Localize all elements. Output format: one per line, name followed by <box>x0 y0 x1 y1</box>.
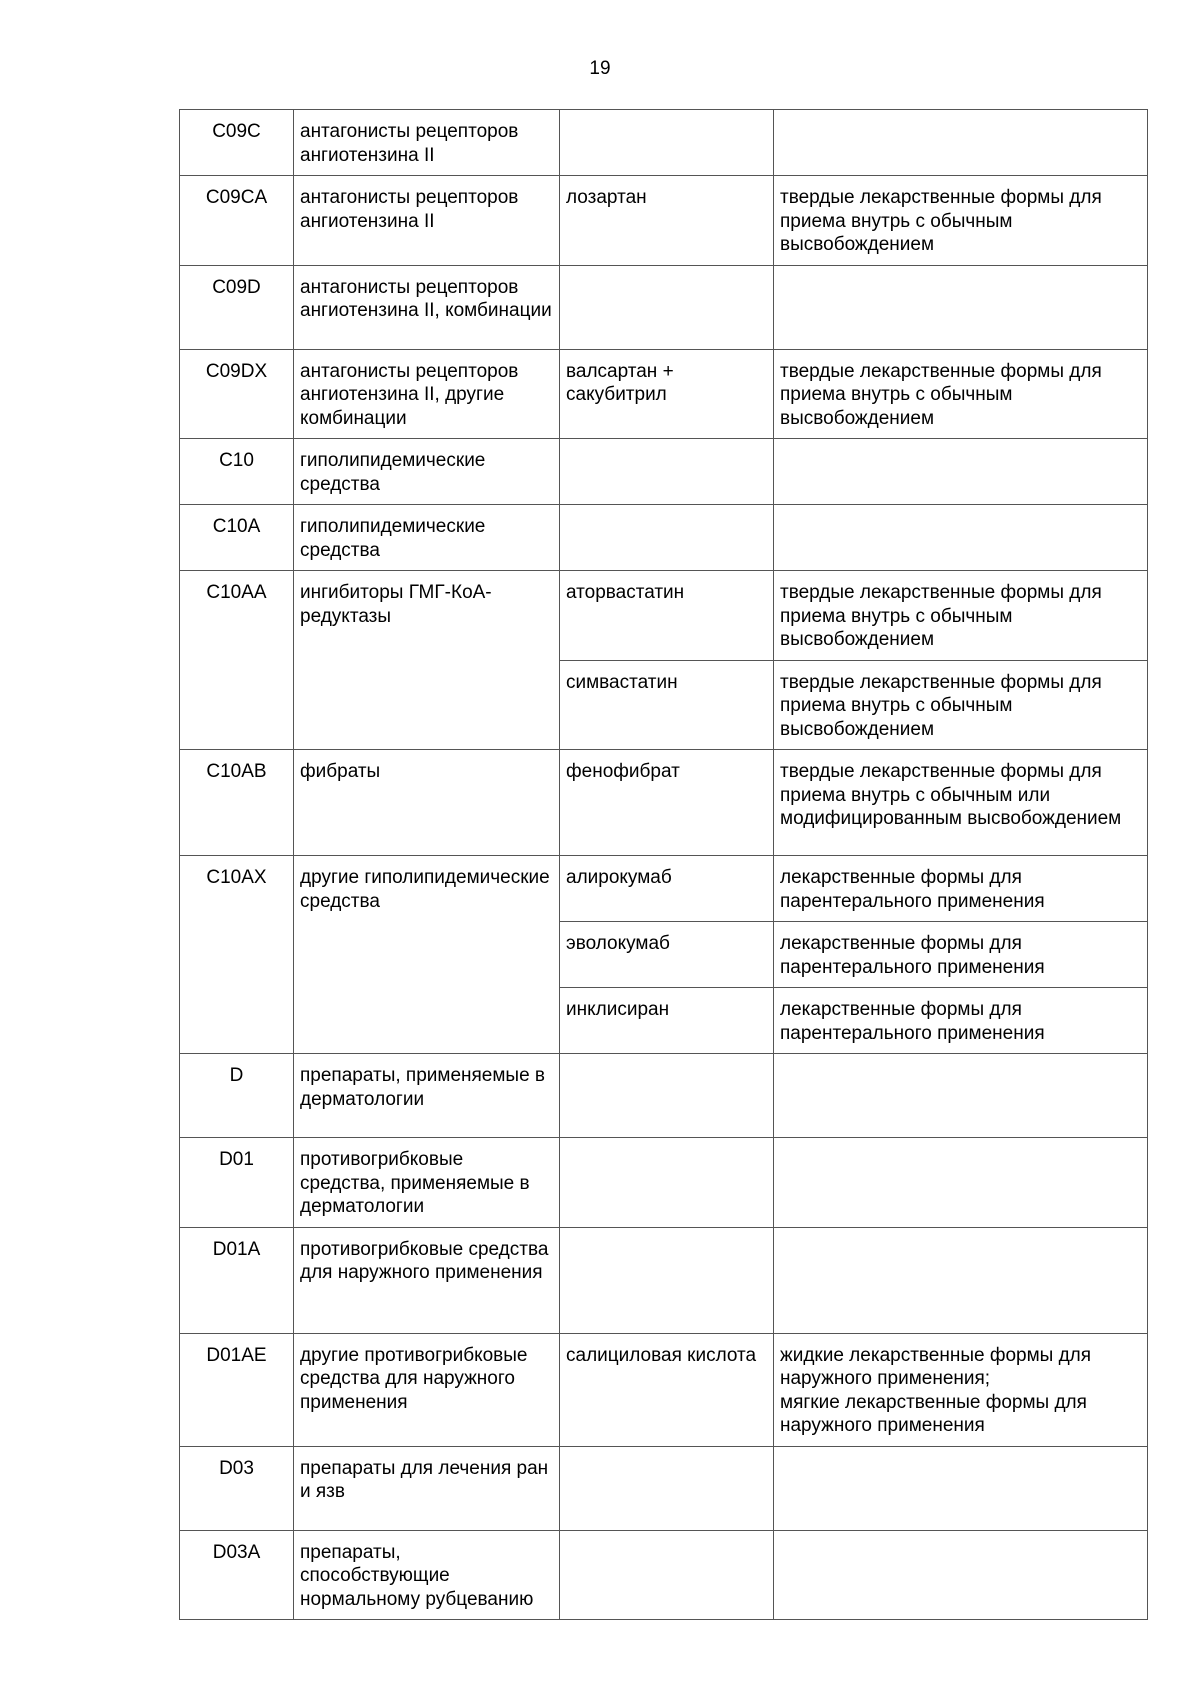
dosage-form-cell: твердые лекарственные формы для приема внутрь с обычным высвобождением <box>774 349 1148 439</box>
drug-name-cell: эволокумаб <box>560 922 774 988</box>
anatomical-group-cell: гиполипидемические средства <box>294 439 560 505</box>
anatomical-group-cell: гиполипидемические средства <box>294 505 560 571</box>
drug-name-cell <box>560 1446 774 1530</box>
table-row <box>180 439 1148 505</box>
drug-name-cell <box>560 1227 774 1333</box>
atc-table <box>179 109 1148 1620</box>
dosage-form-cell: твердые лекарственные формы для приема внутрь с обычным высвобождением <box>774 571 1148 661</box>
drug-name-cell: инклисиран <box>560 988 774 1054</box>
table-row <box>180 176 1148 266</box>
drug-name-cell: аторвастатин <box>560 571 774 661</box>
atc-code-cell: D03 <box>180 1446 294 1530</box>
anatomical-group-cell: препараты, способствующие нормальному рубцеванию <box>294 1530 560 1620</box>
atc-table-body <box>180 110 1148 1620</box>
atc-code-cell: C09C <box>180 110 294 176</box>
drug-name-cell: фенофибрат <box>560 750 774 856</box>
dosage-form-cell <box>774 110 1148 176</box>
table-row <box>180 110 1148 176</box>
drug-name-cell <box>560 265 774 349</box>
table-row <box>180 750 1148 856</box>
atc-code-cell: C09D <box>180 265 294 349</box>
anatomical-group-cell: ингибиторы ГМГ-КоА-редуктазы <box>294 571 560 750</box>
table-row <box>180 1054 1148 1138</box>
atc-code-cell: C09DX <box>180 349 294 439</box>
dosage-form-cell <box>774 1138 1148 1228</box>
anatomical-group-cell: препараты, применяемые в дерматологии <box>294 1054 560 1138</box>
anatomical-group-cell: фибраты <box>294 750 560 856</box>
dosage-form-cell <box>774 1446 1148 1530</box>
dosage-form-cell: лекарственные формы для парентерального применения <box>774 922 1148 988</box>
table-row <box>180 1138 1148 1228</box>
table-row <box>180 1227 1148 1333</box>
atc-code-cell: C10AX <box>180 856 294 1054</box>
table-row <box>180 505 1148 571</box>
table-row <box>180 349 1148 439</box>
dosage-form-cell <box>774 265 1148 349</box>
dosage-form-cell: жидкие лекарственные формы для наружного применения; мягкие лекарственные формы для наружного применения <box>774 1333 1148 1446</box>
dosage-form-cell <box>774 505 1148 571</box>
drug-name-cell: алирокумаб <box>560 856 774 922</box>
dosage-form-cell: твердые лекарственные формы для приема внутрь с обычным или модифицированным высвобождением <box>774 750 1148 856</box>
atc-code-cell: D01 <box>180 1138 294 1228</box>
drug-name-cell: валсартан + сакубитрил <box>560 349 774 439</box>
dosage-form-cell <box>774 439 1148 505</box>
drug-name-cell <box>560 1138 774 1228</box>
atc-code-cell: D01AE <box>180 1333 294 1446</box>
atc-code-cell: D01A <box>180 1227 294 1333</box>
dosage-form-cell <box>774 1530 1148 1620</box>
drug-name-cell: симвастатин <box>560 660 774 750</box>
atc-code-cell: C10 <box>180 439 294 505</box>
table-row <box>180 265 1148 349</box>
drug-name-cell <box>560 439 774 505</box>
atc-code-cell: D <box>180 1054 294 1138</box>
atc-code-cell: C09CA <box>180 176 294 266</box>
table-row <box>180 856 1148 922</box>
anatomical-group-cell: противогрибковые средства для наружного применения <box>294 1227 560 1333</box>
atc-code-cell: C10AA <box>180 571 294 750</box>
dosage-form-cell: твердые лекарственные формы для приема внутрь с обычным высвобождением <box>774 660 1148 750</box>
atc-code-cell: C10AB <box>180 750 294 856</box>
dosage-form-cell <box>774 1054 1148 1138</box>
drug-name-cell <box>560 1054 774 1138</box>
page-number: 19 <box>589 58 611 79</box>
dosage-form-cell: твердые лекарственные формы для приема внутрь с обычным высвобождением <box>774 176 1148 266</box>
table-row <box>180 571 1148 661</box>
anatomical-group-cell: антагонисты рецепторов ангиотензина II <box>294 110 560 176</box>
anatomical-group-cell: противогрибковые средства, применяемые в дерматологии <box>294 1138 560 1228</box>
anatomical-group-cell: другие гиполипидемические средства <box>294 856 560 1054</box>
dosage-form-cell: лекарственные формы для парентерального применения <box>774 988 1148 1054</box>
dosage-form-cell <box>774 1227 1148 1333</box>
drug-name-cell <box>560 1530 774 1620</box>
anatomical-group-cell: препараты для лечения ран и язв <box>294 1446 560 1530</box>
anatomical-group-cell: антагонисты рецепторов ангиотензина II <box>294 176 560 266</box>
table-row <box>180 1530 1148 1620</box>
table-row <box>180 1446 1148 1530</box>
drug-name-cell: лозартан <box>560 176 774 266</box>
table-row <box>180 1333 1148 1446</box>
anatomical-group-cell: антагонисты рецепторов ангиотензина II, комбинации <box>294 265 560 349</box>
drug-name-cell: салициловая кислота <box>560 1333 774 1446</box>
atc-code-cell: C10A <box>180 505 294 571</box>
drug-name-cell <box>560 110 774 176</box>
anatomical-group-cell: антагонисты рецепторов ангиотензина II, другие комбинации <box>294 349 560 439</box>
atc-code-cell: D03A <box>180 1530 294 1620</box>
drug-name-cell <box>560 505 774 571</box>
anatomical-group-cell: другие противогрибковые средства для наружного применения <box>294 1333 560 1446</box>
dosage-form-cell: лекарственные формы для парентерального применения <box>774 856 1148 922</box>
